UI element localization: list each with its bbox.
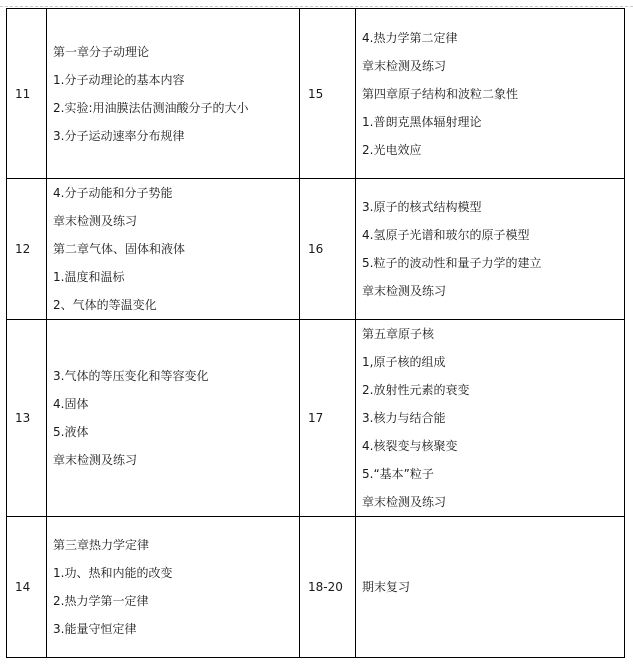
list-item: 章末检测及练习 (53, 453, 138, 467)
list-item: 1,原子核的组成 (362, 355, 446, 369)
list-item: 章末检测及练习 (362, 284, 447, 298)
list-item: 5.“基本”粒子 (362, 467, 434, 481)
syllabus-table (6, 8, 625, 658)
list-item: 章末检测及练习 (362, 58, 447, 73)
week-content-right (356, 517, 625, 658)
week-number-right: 17 (300, 320, 356, 517)
week-number-right: 16 (300, 179, 356, 320)
list-item: 5.液体 (53, 425, 89, 439)
list-item: 4.固体 (53, 397, 89, 411)
list-item: 1.分子动理论的基本内容 (53, 72, 185, 87)
list-item: 章末检测及练习 (53, 214, 138, 228)
list-item: 5.粒子的波动性和量子力学的建立 (362, 256, 542, 270)
list-item: 第三章热力学定律 (53, 538, 150, 552)
list-item: 1.温度和温标 (53, 270, 125, 284)
week-number-left: 14 (7, 517, 47, 658)
list-item: 4.分子动能和分子势能 (53, 186, 173, 200)
list-item: 2、气体的等温变化 (53, 298, 157, 312)
week-number-left: 11 (7, 9, 47, 179)
list-item: 4.核裂变与核聚变 (362, 439, 458, 453)
list-item: 第四章原子结构和波粒二象性 (362, 86, 519, 101)
week-content-right (356, 320, 625, 517)
week-content-right (356, 179, 625, 320)
list-item: 1.普朗克黑体辐射理论 (362, 114, 482, 129)
week-content-left (47, 179, 300, 320)
list-item: 2.热力学第一定律 (53, 594, 149, 608)
list-item: 期末复习 (362, 580, 411, 594)
list-item: 2.光电效应 (362, 142, 422, 157)
table-row (7, 179, 625, 320)
list-item: 第五章原子核 (362, 327, 435, 341)
week-content-right (356, 9, 625, 179)
list-item: 3.原子的核式结构模型 (362, 200, 482, 214)
week-content-left (47, 320, 300, 517)
list-item: 3.分子运动速率分布规律 (53, 128, 185, 143)
list-item: 3.能量守恒定律 (53, 622, 137, 636)
week-content-left (47, 9, 300, 179)
list-item: 3.核力与结合能 (362, 411, 446, 425)
list-item: 第一章分子动理论 (53, 44, 150, 59)
table-row (7, 517, 625, 658)
list-item: 3.气体的等压变化和等容变化 (53, 369, 209, 383)
list-item: 2.实验:用油膜法估测油酸分子的大小 (53, 100, 249, 115)
list-item: 4.氢原子光谱和玻尔的原子模型 (362, 228, 530, 242)
list-item: 章末检测及练习 (362, 495, 447, 509)
table-row (7, 320, 625, 517)
list-item: 4.热力学第二定律 (362, 30, 458, 45)
week-number-left: 13 (7, 320, 47, 517)
list-item: 第二章气体、固体和液体 (53, 242, 186, 256)
list-item: 1.功、热和内能的改变 (53, 566, 173, 580)
table-row (7, 9, 625, 179)
page-top-border (0, 0, 633, 7)
week-number-right: 18-20 (300, 517, 356, 658)
week-number-left: 12 (7, 179, 47, 320)
week-number-right: 15 (300, 9, 356, 179)
week-content-left (47, 517, 300, 658)
list-item: 2.放射性元素的衰变 (362, 383, 470, 397)
